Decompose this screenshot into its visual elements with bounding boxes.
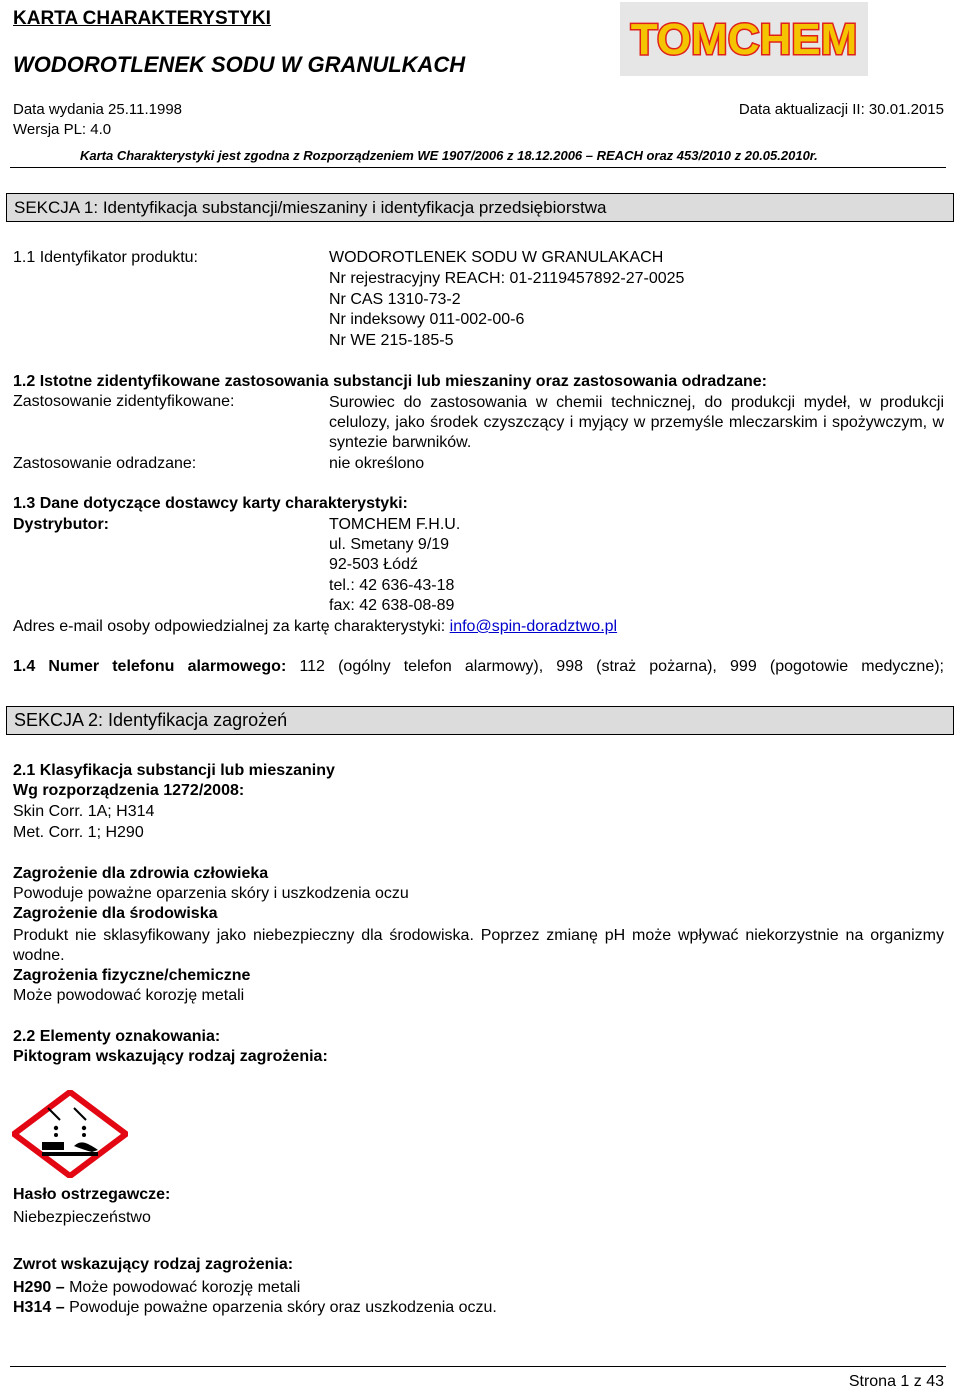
- hazard-text: Powoduje poważne oparzenia skóry oraz uszkodzenia oczu.: [69, 1299, 497, 1316]
- s11-ec-number: Nr WE 215-185-5: [329, 332, 454, 349]
- phys-hazard-heading: Zagrożenia fizyczne/chemiczne: [13, 967, 251, 984]
- tomchem-logo-icon: [620, 2, 868, 76]
- logo-text: TOMCHEM: [630, 15, 858, 64]
- header-divider: [10, 167, 946, 168]
- section-1-header: [6, 193, 954, 222]
- section-1-title: SEKCJA 1: Identyfikacja substancji/mieszaniny i identyfikacja przedsiębiorstwa: [14, 198, 607, 217]
- hazard-code: H314: [13, 1299, 52, 1316]
- signal-word: Niebezpieczeństwo: [13, 1209, 151, 1226]
- classification-skin: Skin Corr. 1A; H314: [13, 803, 155, 820]
- corrosion-pictogram-icon: [12, 1090, 128, 1178]
- section-2-header: [6, 706, 954, 735]
- hazard-statement-h290: [13, 1279, 300, 1297]
- health-hazard-heading: Zagrożenie dla zdrowia człowieka: [13, 865, 269, 882]
- email-link[interactable]: info@spin-doradztwo.pl: [449, 618, 618, 635]
- distributor-phone: tel.: 42 636-43-18: [329, 577, 455, 594]
- distributor-fax: fax: 42 638-08-89: [329, 597, 455, 614]
- s14-text: 112 (ogólny telefon alarmowy), 998 (straż pożarna), 999 (pogotowie medyczne);: [299, 658, 944, 675]
- identified-use-text: Surowiec do zastosowania w chemii technicznej, do produkcji mydeł, w produkcji celulozy, jako środek czyszczący i myjący w przemyśle mleczarskim i spożywczym, w syntezie barwników.: [329, 394, 944, 451]
- s21-heading: 2.1 Klasyfikacja substancji lub mieszaniny: [13, 762, 335, 779]
- hazard-text: Może powodować korozję metali: [69, 1279, 301, 1296]
- s11-cas-number: Nr CAS 1310-73-2: [329, 291, 461, 308]
- version: Wersja PL: 4.0: [13, 121, 112, 138]
- distributor-city: 92-503 Łódź: [329, 556, 418, 573]
- distributor-street: ul. Smetany 9/19: [329, 536, 450, 553]
- advised-against-label: Zastosowanie odradzane:: [13, 455, 197, 472]
- footer-divider: [10, 1366, 946, 1367]
- page-number: Strona 1 z 43: [848, 1373, 944, 1390]
- signal-word-heading: Hasło ostrzegawcze:: [13, 1186, 171, 1203]
- env-hazard-heading: Zagrożenie dla środowiska: [13, 905, 218, 922]
- hazard-separator: –: [55, 1299, 65, 1316]
- document-title: KARTA CHARAKTERYSTYKI: [13, 8, 271, 29]
- emergency-phone-row: [13, 658, 944, 676]
- s11-reach-number: Nr rejestracyjny REACH: 01-2119457892-27-0025: [329, 270, 685, 287]
- classification-metal: Met. Corr. 1; H290: [13, 824, 144, 841]
- update-date: Data aktualizacji II: 30.01.2015: [738, 101, 944, 118]
- phys-hazard-text: Może powodować korozję metali: [13, 987, 245, 1004]
- email-label: Adres e-mail osoby odpowiedzialnej za kartę charakterystyki:: [13, 618, 446, 635]
- s22-heading: 2.2 Elementy oznakowania:: [13, 1028, 221, 1045]
- hazard-separator: –: [55, 1279, 65, 1296]
- s11-label: 1.1 Identyfikator produktu:: [13, 249, 198, 266]
- compliance-note: Karta Charakterystyki jest zgodna z Rozporządzeniem WE 1907/2006 z 18.12.2006 – REACH oraz 453/2010 z 20.05.2010r.: [80, 148, 818, 163]
- s11-product-name: WODOROTLENEK SODU W GRANULAKACH: [329, 249, 664, 266]
- s14-heading: 1.4 Numer telefonu alarmowego:: [13, 658, 287, 675]
- distributor-label: Dystrybutor:: [13, 516, 110, 533]
- s11-index-number: Nr indeksowy 011-002-00-6: [329, 311, 525, 328]
- health-hazard-text: Powoduje poważne oparzenia skóry i uszkodzenia oczu: [13, 885, 409, 902]
- company-logo: [620, 2, 868, 76]
- s13-heading: 1.3 Dane dotyczące dostawcy karty charakterystyki:: [13, 495, 408, 512]
- pictogram-heading: Piktogram wskazujący rodzaj zagrożenia:: [13, 1048, 328, 1065]
- section-2-title: SEKCJA 2: Identyfikacja zagrożeń: [14, 710, 288, 730]
- identified-use-label: Zastosowanie zidentyfikowane:: [13, 393, 235, 410]
- regulation-heading: Wg rozporządzenia 1272/2008:: [13, 782, 245, 799]
- s12-heading: 1.2 Istotne zidentyfikowane zastosowania substancji lub mieszaniny oraz zastosowania odradzane:: [13, 373, 767, 390]
- product-title: WODOROTLENEK SODU W GRANULKACH: [13, 52, 466, 77]
- advised-against-value: nie określono: [329, 455, 425, 472]
- hazard-code: H290: [13, 1279, 52, 1296]
- distributor-name: TOMCHEM F.H.U.: [329, 516, 461, 533]
- hazard-statement-h314: [13, 1299, 497, 1317]
- email-row: [13, 618, 617, 636]
- env-hazard-text: Produkt nie sklasyfikowany jako niebezpieczny dla środowiska. Poprzez zmianę pH może wpływać niekorzystnie na organizmy wodne.: [13, 927, 944, 964]
- issue-date: Data wydania 25.11.1998: [13, 101, 183, 118]
- hazard-statements-heading: Zwrot wskazujący rodzaj zagrożenia:: [13, 1256, 294, 1273]
